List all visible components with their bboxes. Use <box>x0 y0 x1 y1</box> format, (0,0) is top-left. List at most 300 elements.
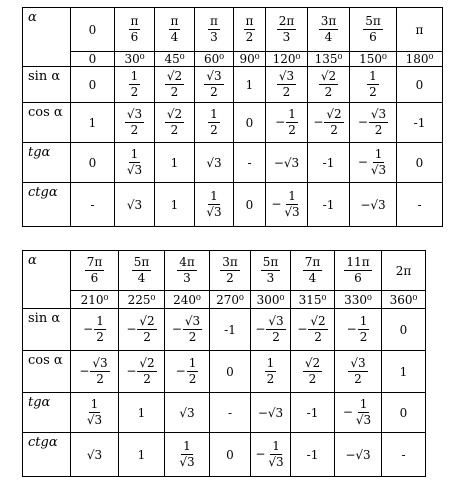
denominator: 2 <box>210 123 218 137</box>
minus-sign: − <box>126 322 137 336</box>
degree-header <box>195 52 234 67</box>
cell-value: 0 <box>399 322 408 337</box>
degree-header <box>266 52 308 67</box>
fraction-cell <box>195 67 234 103</box>
denominator: 2 <box>188 330 197 344</box>
degree-header <box>234 52 266 67</box>
numerator: √2 <box>320 69 337 84</box>
row-label-cos: cos α <box>23 103 71 143</box>
degree-value: 120⁰ <box>272 52 301 66</box>
row-label-ctg: ctgα <box>23 433 71 477</box>
degree-value: 150⁰ <box>359 52 387 66</box>
fraction <box>90 357 109 385</box>
radian-header <box>210 251 251 291</box>
minus-sign: − <box>255 447 266 461</box>
value-cell <box>397 67 443 103</box>
numerator: √2 <box>139 356 155 371</box>
fraction-cell <box>266 183 308 227</box>
fraction <box>354 398 373 426</box>
denominator: 2 <box>170 85 179 99</box>
numerator: 2π <box>278 14 295 29</box>
fraction <box>265 357 277 385</box>
denominator: 2 <box>330 123 338 137</box>
denominator: √3 <box>284 205 300 219</box>
value-cell <box>397 183 443 227</box>
fraction-cell <box>251 351 291 393</box>
value-cell <box>165 393 210 433</box>
row-label-tg: tgα <box>23 393 71 433</box>
value-cell <box>71 67 115 103</box>
denominator: 2 <box>188 372 197 386</box>
cell-value: π <box>415 22 424 37</box>
value-cell <box>382 309 426 351</box>
denominator: √3 <box>86 413 103 427</box>
denominator: 2 <box>143 372 151 386</box>
fraction <box>204 70 223 98</box>
fraction-cell <box>251 433 291 477</box>
value-cell <box>350 183 397 227</box>
value-cell <box>115 183 155 227</box>
fraction-cell <box>335 309 382 351</box>
cell-value: −√3 <box>360 197 386 212</box>
value-cell <box>119 393 165 433</box>
denominator: 4 <box>324 30 333 44</box>
degree-header <box>397 52 443 67</box>
degree-value: 240⁰ <box>173 292 201 307</box>
cell-value: 0 <box>245 197 254 212</box>
value-cell <box>119 433 165 477</box>
denominator: 4 <box>308 271 317 285</box>
numerator: 1 <box>359 314 368 329</box>
fraction <box>169 15 181 43</box>
value-cell <box>382 433 426 477</box>
fraction <box>183 315 202 343</box>
fraction <box>208 108 220 136</box>
cell-value: 0 <box>415 155 424 170</box>
numerator: √2 <box>326 107 342 122</box>
fraction <box>244 15 256 43</box>
cell-value: −√3 <box>345 447 371 462</box>
degree-value: 330⁰ <box>344 292 372 307</box>
degree-value: 45⁰ <box>164 52 185 66</box>
degree-value: 300⁰ <box>256 292 285 307</box>
fraction <box>129 70 141 98</box>
cell-value: 0 <box>415 77 424 92</box>
radian-header <box>155 8 195 52</box>
denominator: 6 <box>354 271 362 285</box>
denominator: √3 <box>355 413 372 427</box>
minus-sign: − <box>313 115 324 129</box>
numerator: √3 <box>268 314 284 329</box>
value-cell <box>71 183 115 227</box>
radian-header <box>234 8 266 52</box>
degree-header <box>210 291 251 309</box>
fraction <box>319 15 339 43</box>
degree-header <box>335 291 382 309</box>
fraction-cell <box>119 309 165 351</box>
fraction-cell <box>115 143 155 183</box>
fraction-cell <box>71 393 119 433</box>
fraction <box>132 256 152 284</box>
denominator: 2 <box>374 123 383 137</box>
cell-value: 0 <box>88 155 97 170</box>
radian-header <box>350 8 397 52</box>
denominator: 6 <box>130 30 139 44</box>
row-label-cos: cos α <box>23 351 71 393</box>
minus-sign: − <box>126 364 137 378</box>
fraction <box>85 398 104 426</box>
numerator: 1 <box>188 356 197 371</box>
denominator: √3 <box>370 163 387 177</box>
cell-value: -1 <box>322 197 335 212</box>
value-cell <box>291 393 335 433</box>
value-cell <box>291 433 335 477</box>
fraction <box>277 15 297 43</box>
radian-header <box>119 251 165 291</box>
minus-sign: − <box>275 115 286 129</box>
degree-header <box>115 52 155 67</box>
fraction-cell <box>308 103 350 143</box>
degree-value: 60⁰ <box>203 52 225 66</box>
numerator: 1 <box>210 189 218 204</box>
denominator: 6 <box>369 30 377 44</box>
fraction <box>204 190 223 218</box>
value-cell <box>308 183 350 227</box>
cell-value: 1 <box>88 115 97 130</box>
denominator: √3 <box>126 163 143 177</box>
fraction <box>261 256 281 284</box>
numerator: 1 <box>359 397 368 412</box>
fraction-cell <box>291 309 335 351</box>
fraction-cell <box>308 67 350 103</box>
radian-header <box>195 8 234 52</box>
fraction <box>266 440 285 468</box>
value-cell <box>308 143 350 183</box>
numerator: 7π <box>86 255 103 270</box>
denominator: 4 <box>170 30 179 44</box>
cell-value: -1 <box>306 447 319 462</box>
radian-header <box>165 251 210 291</box>
fraction-cell <box>266 67 308 103</box>
numerator: 1 <box>374 147 383 162</box>
numerator: 1 <box>210 107 218 122</box>
denominator: √3 <box>179 455 195 469</box>
row-label-tg: tgα <box>23 143 71 183</box>
denominator: 2 <box>288 123 296 137</box>
fraction <box>303 256 323 284</box>
degree-value: 360⁰ <box>389 292 418 307</box>
minus-sign: − <box>175 364 186 378</box>
value-cell <box>155 143 195 183</box>
fraction <box>282 190 301 218</box>
value-cell <box>382 351 426 393</box>
minus-sign: − <box>357 115 368 129</box>
numerator: 1 <box>288 107 296 122</box>
degree-header <box>71 52 115 67</box>
denominator: 2 <box>96 330 104 344</box>
degree-value: 225⁰ <box>127 292 156 307</box>
fraction <box>137 357 156 385</box>
numerator: √2 <box>304 356 321 371</box>
value-cell <box>210 309 251 351</box>
numerator: √3 <box>126 107 143 122</box>
value-cell <box>266 143 308 183</box>
cell-value: √3 <box>206 155 222 170</box>
numerator: 1 <box>272 439 280 454</box>
fraction-cell <box>115 67 155 103</box>
degree-value: 30⁰ <box>124 52 145 66</box>
value-cell <box>234 67 266 103</box>
minus-sign: − <box>79 364 90 378</box>
denominator: 2 <box>308 372 317 386</box>
denominator: 2 <box>369 85 377 99</box>
cell-value: −√3 <box>273 155 300 170</box>
value-cell <box>382 393 426 433</box>
denominator: 3 <box>282 30 291 44</box>
value-cell <box>71 433 119 477</box>
fraction-cell <box>350 103 397 143</box>
minus-sign: − <box>357 155 368 169</box>
fraction <box>363 15 383 43</box>
denominator: 3 <box>183 271 191 285</box>
value-cell <box>234 183 266 227</box>
value-cell <box>210 433 251 477</box>
denominator: 2 <box>96 372 104 386</box>
radian-header <box>266 8 308 52</box>
radian-header <box>335 251 382 291</box>
numerator: 1 <box>96 314 104 329</box>
value-cell <box>251 393 291 433</box>
minus-sign: − <box>297 322 308 336</box>
fraction <box>324 108 343 136</box>
numerator: √2 <box>166 69 183 84</box>
fraction <box>137 315 156 343</box>
fraction <box>319 70 338 98</box>
radian-header <box>308 8 350 52</box>
numerator: 3π <box>222 255 238 270</box>
fraction-cell <box>165 433 210 477</box>
cell-value: 1 <box>170 197 179 212</box>
numerator: 1 <box>266 356 275 371</box>
fraction <box>208 15 220 43</box>
numerator: √3 <box>206 69 222 84</box>
cell-value: 0 <box>88 77 97 92</box>
cell-value: 0 <box>88 22 97 37</box>
cell-value: -1 <box>413 115 426 130</box>
fraction-cell <box>335 393 382 433</box>
numerator: π <box>170 14 179 29</box>
radian-header <box>71 251 119 291</box>
numerator: 1 <box>90 397 99 412</box>
row-label-ctg: ctgα <box>23 183 71 227</box>
degree-value: 90⁰ <box>239 52 260 66</box>
numerator: 7π <box>304 255 321 270</box>
numerator: π <box>245 14 254 29</box>
fraction <box>266 315 285 343</box>
degree-value: 270⁰ <box>216 292 244 307</box>
minus-sign: − <box>83 322 94 336</box>
numerator: √3 <box>92 356 108 371</box>
denominator: 3 <box>210 30 218 44</box>
degree-header <box>119 291 165 309</box>
value-cell <box>335 433 382 477</box>
cell-value: 1 <box>399 364 408 379</box>
fraction <box>177 256 197 284</box>
value-cell <box>397 143 443 183</box>
numerator: π <box>210 14 218 29</box>
fraction <box>277 70 296 98</box>
denominator: 2 <box>282 85 291 99</box>
numerator: √3 <box>350 356 366 371</box>
numerator: 1 <box>130 69 139 84</box>
radian-header <box>71 8 115 52</box>
cell-value: -1 <box>306 405 319 420</box>
row-label-sin: sin α <box>23 67 71 103</box>
denominator: √3 <box>268 455 284 469</box>
numerator: √2 <box>166 107 183 122</box>
degree-value: 135⁰ <box>314 52 343 66</box>
value-cell <box>71 143 115 183</box>
cell-value: - <box>247 155 252 170</box>
denominator: 2 <box>210 85 218 99</box>
alpha-header: α <box>23 8 71 67</box>
numerator: 1 <box>183 439 191 454</box>
cell-value: 0 <box>399 405 408 420</box>
radian-header <box>382 251 426 291</box>
fraction-cell <box>195 103 234 143</box>
denominator: 3 <box>266 271 275 285</box>
numerator: √2 <box>139 314 155 329</box>
denominator: 2 <box>359 330 368 344</box>
cell-value: 0 <box>245 115 254 130</box>
degree-header <box>382 291 426 309</box>
denominator: 2 <box>314 330 322 344</box>
cell-value: 1 <box>137 405 146 420</box>
fraction <box>286 108 298 136</box>
fraction-cell <box>350 67 397 103</box>
cell-value: 1 <box>137 447 146 462</box>
cell-value: √3 <box>86 447 103 462</box>
cell-value: 0 <box>226 447 234 462</box>
fraction <box>165 70 184 98</box>
cell-value: - <box>417 197 422 212</box>
fraction-cell <box>251 309 291 351</box>
radian-header <box>291 251 335 291</box>
cell-value: 2π <box>395 263 412 278</box>
fraction <box>344 256 371 284</box>
degree-header <box>165 291 210 309</box>
denominator: 2 <box>226 271 234 285</box>
radian-header <box>115 8 155 52</box>
numerator: 5π <box>262 255 279 270</box>
radian-header <box>251 251 291 291</box>
minus-sign: − <box>342 405 353 419</box>
value-cell <box>71 103 115 143</box>
fraction <box>177 440 196 468</box>
cell-value: √3 <box>126 197 143 212</box>
cell-value: - <box>401 447 406 462</box>
degree-header <box>71 291 119 309</box>
trig-table-first-half <box>22 7 443 227</box>
value-cell <box>210 351 251 393</box>
denominator: √3 <box>206 205 222 219</box>
fraction <box>369 108 388 136</box>
denominator: 6 <box>90 271 99 285</box>
value-cell <box>195 143 234 183</box>
degree-value: 0 <box>88 52 97 66</box>
cell-value: −√3 <box>257 405 284 420</box>
numerator: √3 <box>370 107 387 122</box>
fraction-cell <box>291 351 335 393</box>
fraction <box>165 108 184 136</box>
degree-value: 180⁰ <box>405 52 434 66</box>
minus-sign: − <box>255 322 266 336</box>
cell-value: √3 <box>179 405 195 420</box>
denominator: 4 <box>137 271 146 285</box>
numerator: 11π <box>346 255 370 270</box>
numerator: 1 <box>369 69 377 84</box>
minus-sign: − <box>271 197 282 211</box>
fraction-cell <box>195 183 234 227</box>
degree-header <box>155 52 195 67</box>
numerator: 5π <box>365 14 381 29</box>
fraction-cell <box>119 351 165 393</box>
fraction-cell <box>350 143 397 183</box>
cell-value: - <box>227 405 233 420</box>
row-label-sin: sin α <box>23 309 71 351</box>
value-cell <box>397 103 443 143</box>
numerator: 3π <box>320 14 337 29</box>
degree-value: 210⁰ <box>80 292 109 307</box>
fraction <box>358 315 370 343</box>
cell-value: - <box>90 197 95 212</box>
fraction <box>125 148 144 176</box>
denominator: 2 <box>245 30 254 44</box>
numerator: 4π <box>179 255 195 270</box>
numerator: 5π <box>133 255 150 270</box>
degree-header <box>291 291 335 309</box>
fraction-cell <box>71 309 119 351</box>
denominator: 2 <box>324 85 333 99</box>
fraction-cell <box>115 103 155 143</box>
numerator: √3 <box>278 69 295 84</box>
fraction <box>125 108 144 136</box>
fraction-cell <box>155 103 195 143</box>
fraction-cell <box>71 351 119 393</box>
fraction <box>187 357 199 385</box>
numerator: π <box>130 14 139 29</box>
cell-value: 1 <box>170 155 179 170</box>
denominator: 2 <box>143 330 151 344</box>
fraction-cell <box>266 103 308 143</box>
value-cell <box>155 183 195 227</box>
radian-header <box>397 8 443 52</box>
fraction <box>220 256 240 284</box>
numerator: 1 <box>288 189 296 204</box>
degree-header <box>308 52 350 67</box>
denominator: 2 <box>130 85 139 99</box>
denominator: 2 <box>266 372 275 386</box>
denominator: 2 <box>130 123 139 137</box>
minus-sign: − <box>171 322 182 336</box>
degree-header <box>251 291 291 309</box>
value-cell <box>210 393 251 433</box>
fraction <box>85 256 105 284</box>
numerator: 1 <box>130 147 139 162</box>
denominator: 2 <box>354 372 362 386</box>
denominator: 2 <box>272 330 280 344</box>
fraction-cell <box>165 309 210 351</box>
